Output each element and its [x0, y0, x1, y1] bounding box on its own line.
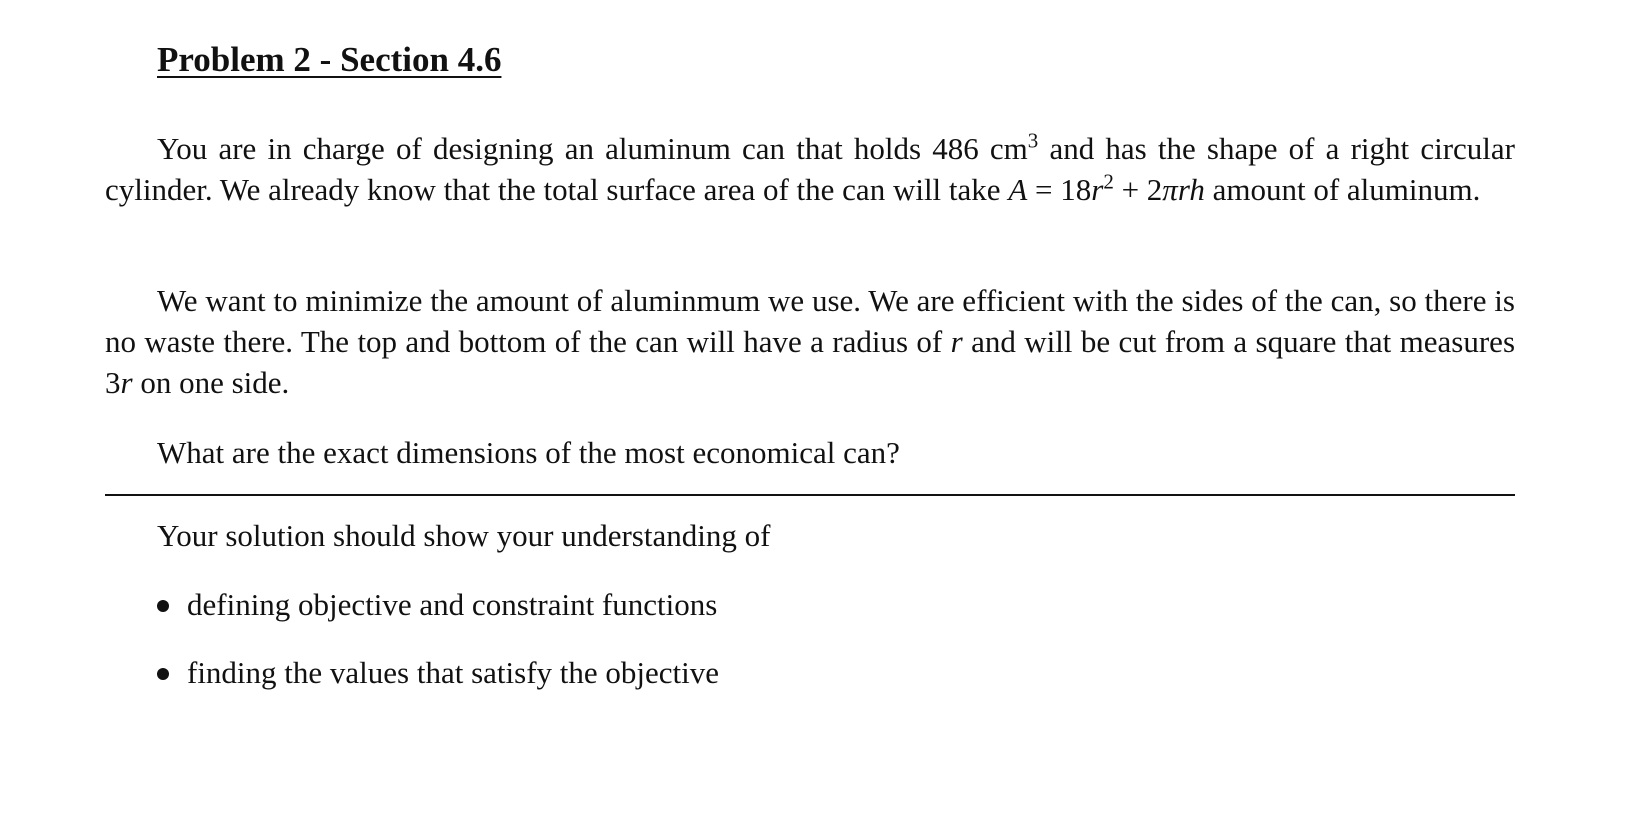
problem-paragraph-2	[105, 280, 1515, 403]
problem-title: Problem 2 - Section 4.6	[157, 40, 502, 79]
p1-math-pirh: πrh	[1162, 172, 1205, 207]
list-item-text: finding the values that satisfy the objective	[187, 655, 720, 690]
problem-question: What are the exact dimensions of the most economical can?	[157, 435, 900, 470]
problem-paragraph-1	[105, 128, 1515, 210]
p1-text-eq: = 18	[1027, 172, 1092, 207]
p1-superscript-3: 3	[1027, 128, 1039, 153]
list-item-text: defining objective and constraint functions	[187, 587, 718, 622]
p1-math-A: A	[1008, 172, 1028, 207]
p2-math-r2: r	[120, 365, 133, 400]
p1-text-a: You are in charge of designing an aluminum can that holds 486 cm	[157, 131, 1028, 166]
p2-text-c: on one side.	[132, 365, 290, 400]
p1-text-plus: + 2	[1113, 172, 1163, 207]
p1-math-r: r	[1091, 172, 1104, 207]
horizontal-divider	[105, 494, 1515, 496]
bullet-icon	[157, 668, 169, 680]
p1-text-c: amount of aluminum.	[1204, 172, 1481, 207]
list-item	[157, 584, 719, 625]
p1-text-b: and has the shape of a right circular cylinder. We already know that the total surface area of the can will take	[105, 131, 1515, 207]
p1-superscript-2: 2	[1103, 169, 1114, 194]
solution-intro: Your solution should show your understanding of	[157, 518, 771, 553]
bullet-icon	[157, 600, 169, 612]
p2-text-a: We want to minimize the amount of aluminmum we use. We are efficient with the sides of the can, so there is no waste there. The top and bottom of the can will have a radius of	[105, 283, 1515, 359]
solution-criteria-list	[157, 584, 719, 720]
list-item	[157, 652, 719, 693]
p2-math-r: r	[950, 324, 963, 359]
p2-text-b: and will be cut from a square that measures 3	[105, 324, 1516, 400]
